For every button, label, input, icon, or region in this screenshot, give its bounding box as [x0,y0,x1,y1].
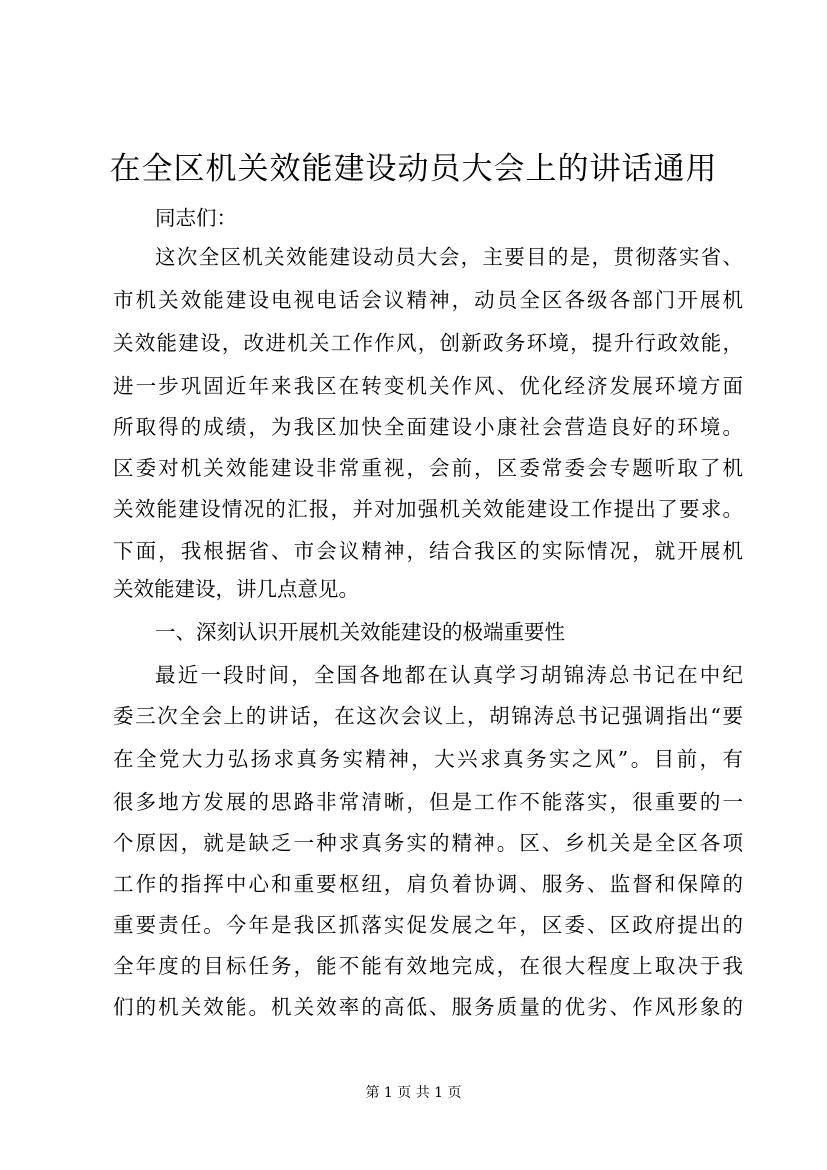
paragraph-line: 进一步巩固近年来我区在转变机关作风、优化经济发展环境方面 [113,374,743,398]
paragraph-line: 们的机关效能。机关效率的高低、服务质量的优劣、作风形象的 [113,995,743,1019]
section-heading: 一、深刻认识开展机关效能建设的极端重要性 [155,620,565,644]
paragraph-line: 很多地方发展的思路非常清晰，但是工作不能落实，很重要的一 [113,790,743,814]
paragraph-line: 最近一段时间，全国各地都在认真学习胡锦涛总书记在中纪 [155,663,743,687]
paragraph-line: 关效能建设，讲几点意见。 [113,577,359,601]
paragraph-line: 全年度的目标任务，能不能有效地完成，在很大程度上取决于我 [113,954,743,978]
paragraph-line: 工作的指挥中心和重要枢纽，肩负着协调、服务、监督和保障的 [113,872,743,896]
paragraph-line: 重要责任。今年是我区抓落实促发展之年，区委、区政府提出的 [113,913,743,937]
salutation: 同志们： [155,206,237,230]
paragraph-line: 这次全区机关效能建设动员大会，主要目的是，贯彻落实省、 [155,245,743,269]
paragraph-line: 个原因，就是缺乏一种求真务实的精神。区、乡机关是全区各项 [113,831,743,855]
page-footer: 第 1 页 共 1 页 [365,1085,462,1101]
paragraph-line: 区委对机关效能建设非常重视，会前，区委常委会专题听取了机 [113,456,743,480]
paragraph-line: 下面，我根据省、市会议精神，结合我区的实际情况，就开展机 [113,539,743,563]
paragraph-line: 关效能建设情况的汇报，并对加强机关效能建设工作提出了要求。 [113,497,743,521]
paragraph-line: 委三次全会上的讲话，在这次会议上，胡锦涛总书记强调指出“要 [113,704,743,728]
paragraph-line: 在全党大力弘扬求真务实精神，大兴求真务实之风”。目前，有 [113,747,743,771]
paragraph-line: 市机关效能建设电视电话会议精神，动员全区各级各部门开展机 [113,288,743,312]
paragraph-line: 关效能建设，改进机关工作作风，创新政务环境，提升行政效能， [113,331,743,355]
document-title: 在全区机关效能建设动员大会上的讲话通用 [109,151,718,187]
paragraph-line: 所取得的成绩，为我区加快全面建设小康社会营造良好的环境。 [113,415,743,439]
